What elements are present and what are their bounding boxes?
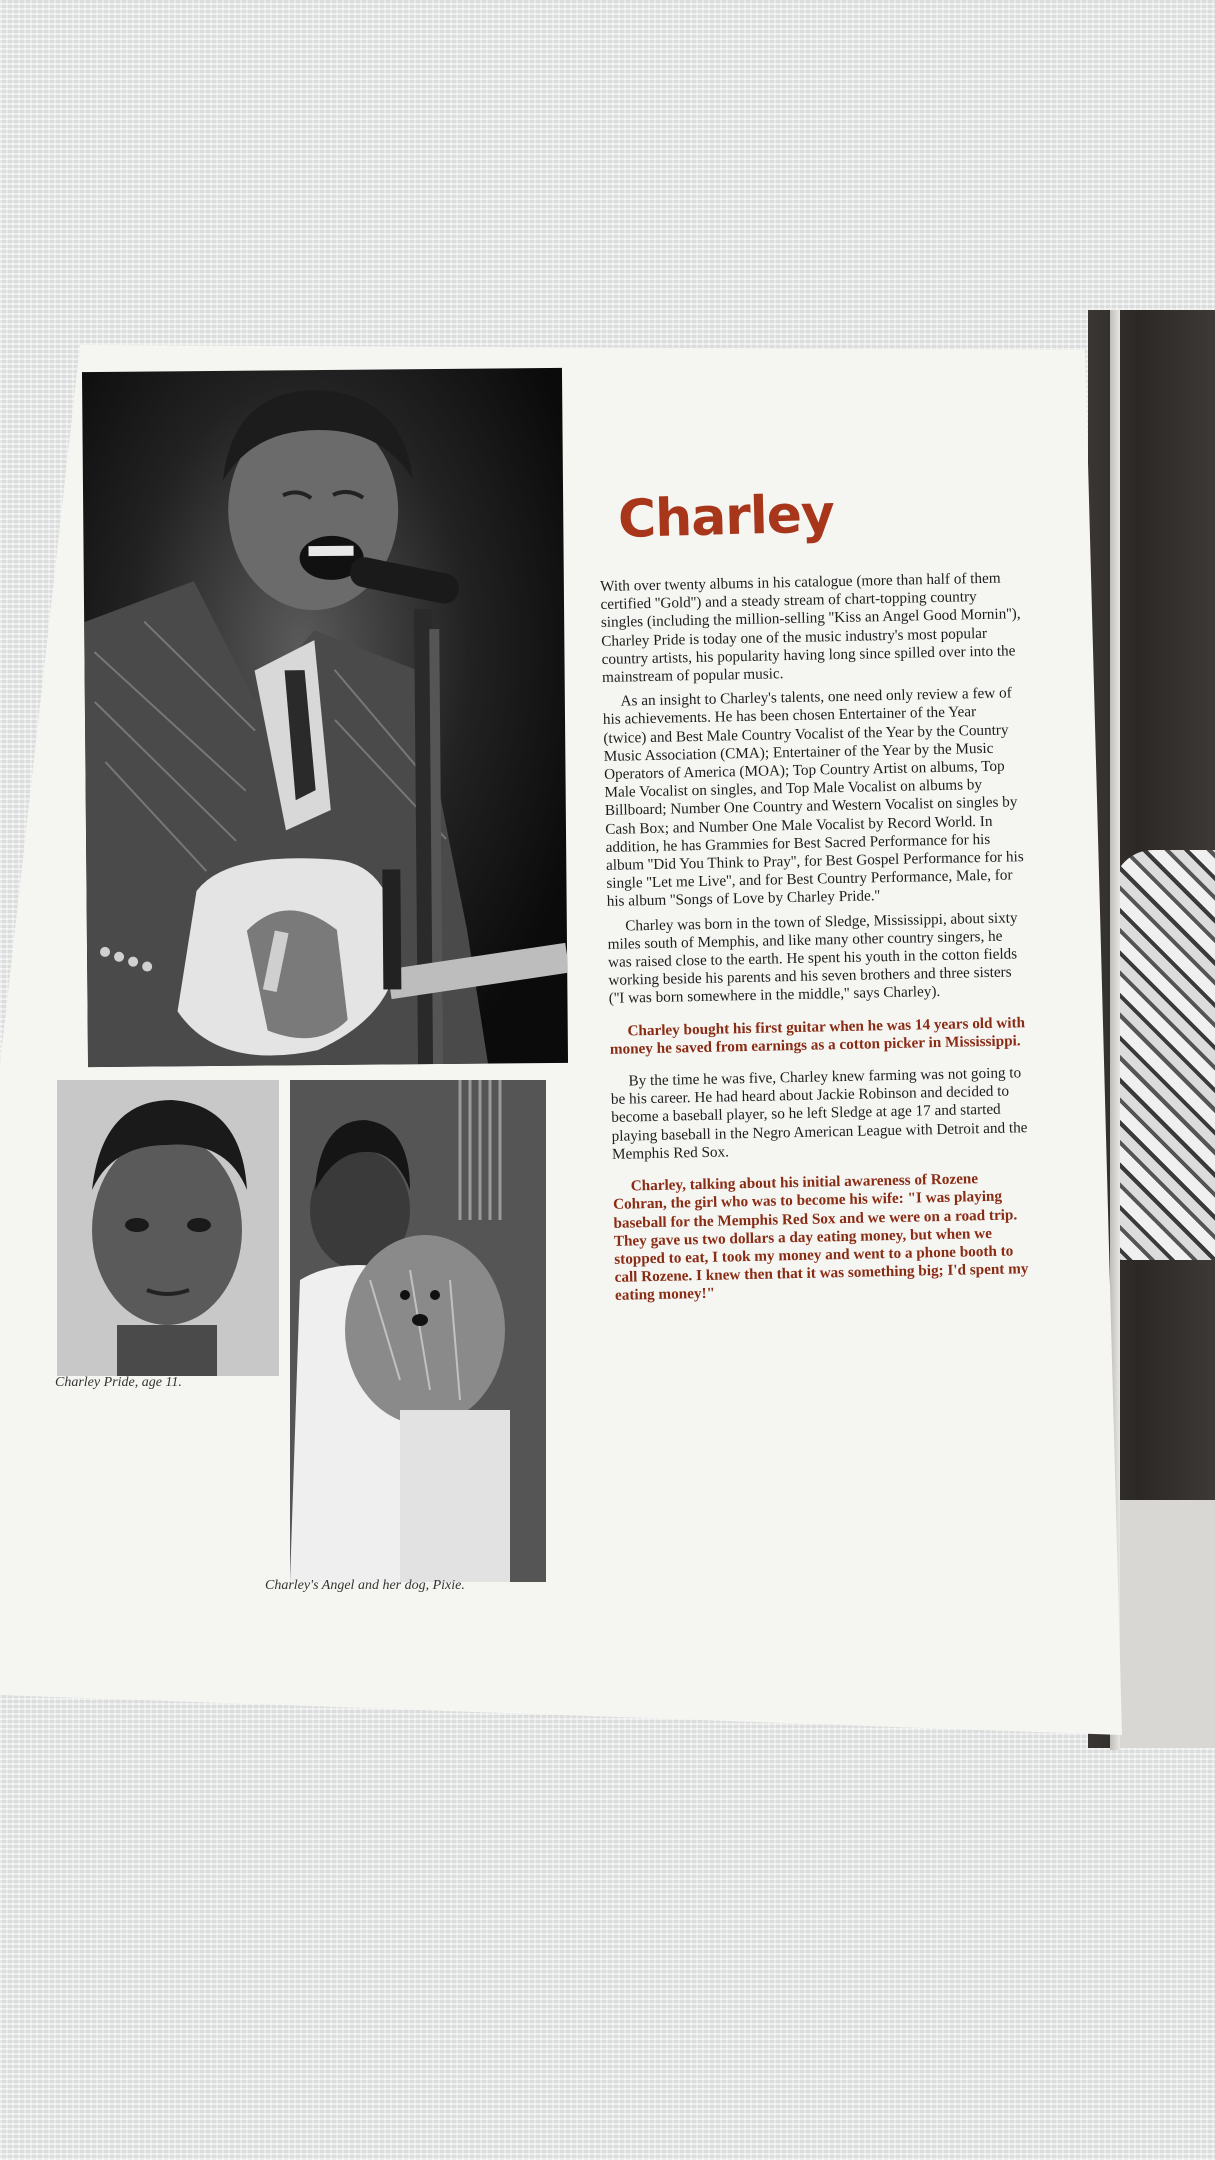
- next-page-lower: [1118, 1500, 1215, 1748]
- caption-girl: Charley's Angel and her dog, Pixie.: [265, 1578, 465, 1593]
- photo-angel-and-pixie: [290, 1080, 546, 1582]
- paragraph-4: By the time he was five, Charley knew farming was not going to be his career. He had heard about Jackie Robinson and decided to become a baseball player, so he left Sledge at age 17 and started playing baseball in the Negro American League with Detroit and the Memphis Red Sox.: [610, 1064, 1028, 1163]
- article-body: [600, 569, 1035, 1319]
- paragraph-2: As an insight to Charley's talents, one need only review a few of his achievements. He has been chosen Entertainer of the Year (twice) and Best Male Country Vocalist of the Year by the Country Music Association (CMA); Entertainer of the Year by the Music Operators of America (MOA); Top Country Artist on albums, Top Male Vocalist on singles, and Top Male Vocalist on albums by Billboard; Number One Country and Western Vocalist on singles by Cash Box; and Number One Male Vocalist by Record World. In addition, he has Grammies for Best Sacred Performance for his album ''Did You Think to Pray'', for Best Gospel Performance for his single ''Let me Live'', and for Best Country Performance, Male, for his album ''Songs of Love by Charley Pride.'': [602, 684, 1024, 911]
- singer-illustration: [82, 368, 568, 1067]
- article-title: Charley: [617, 484, 835, 550]
- pull-quote-guitar: Charley bought his first guitar when he was 14 years old with money he saved from earnings as a cotton picker in Mississippi.: [609, 1013, 1026, 1058]
- patterned-shirt: [1113, 850, 1215, 1260]
- boy-portrait: [57, 1080, 279, 1376]
- photo-charley-age-11: [57, 1080, 279, 1376]
- paragraph-3: Charley was born in the town of Sledge, Mississippi, about sixty miles south of Memphis, and like many other country singers, he was raised close to the earth. He spent his youth in the cotton fields working beside his parents and his seven brothers and three sisters (''I was born somewhere in the middle,'' says Charley).: [607, 908, 1018, 1008]
- photo-singer-with-guitar: [82, 368, 568, 1067]
- paragraph-1: With over twenty albums in his catalogue (more than half of them certified ''Gold'') and a steady stream of chart-topping country singles (including the million-selling ''Kiss an Angel Good Mornin''), Charley Pride is today one of the music industry's most popular country artists, his popularity having long since spilled over into the mainstream of popular music.: [600, 569, 1021, 686]
- pull-quote-rozene: Charley, talking about his initial awareness of Rozene Cohran, the girl who was to become his wife: "I was playing baseball for the Memphis Red Sox and we were on a road trip. They gave us two dollars a day eating money, but when we stopped to eat, I took my money and went to a phone booth to call Rozene. I knew then that it was something big; I'd spent my eating money!": [612, 1170, 1029, 1305]
- caption-boy: Charley Pride, age 11.: [55, 1375, 182, 1390]
- girl-with-dog: [290, 1080, 546, 1582]
